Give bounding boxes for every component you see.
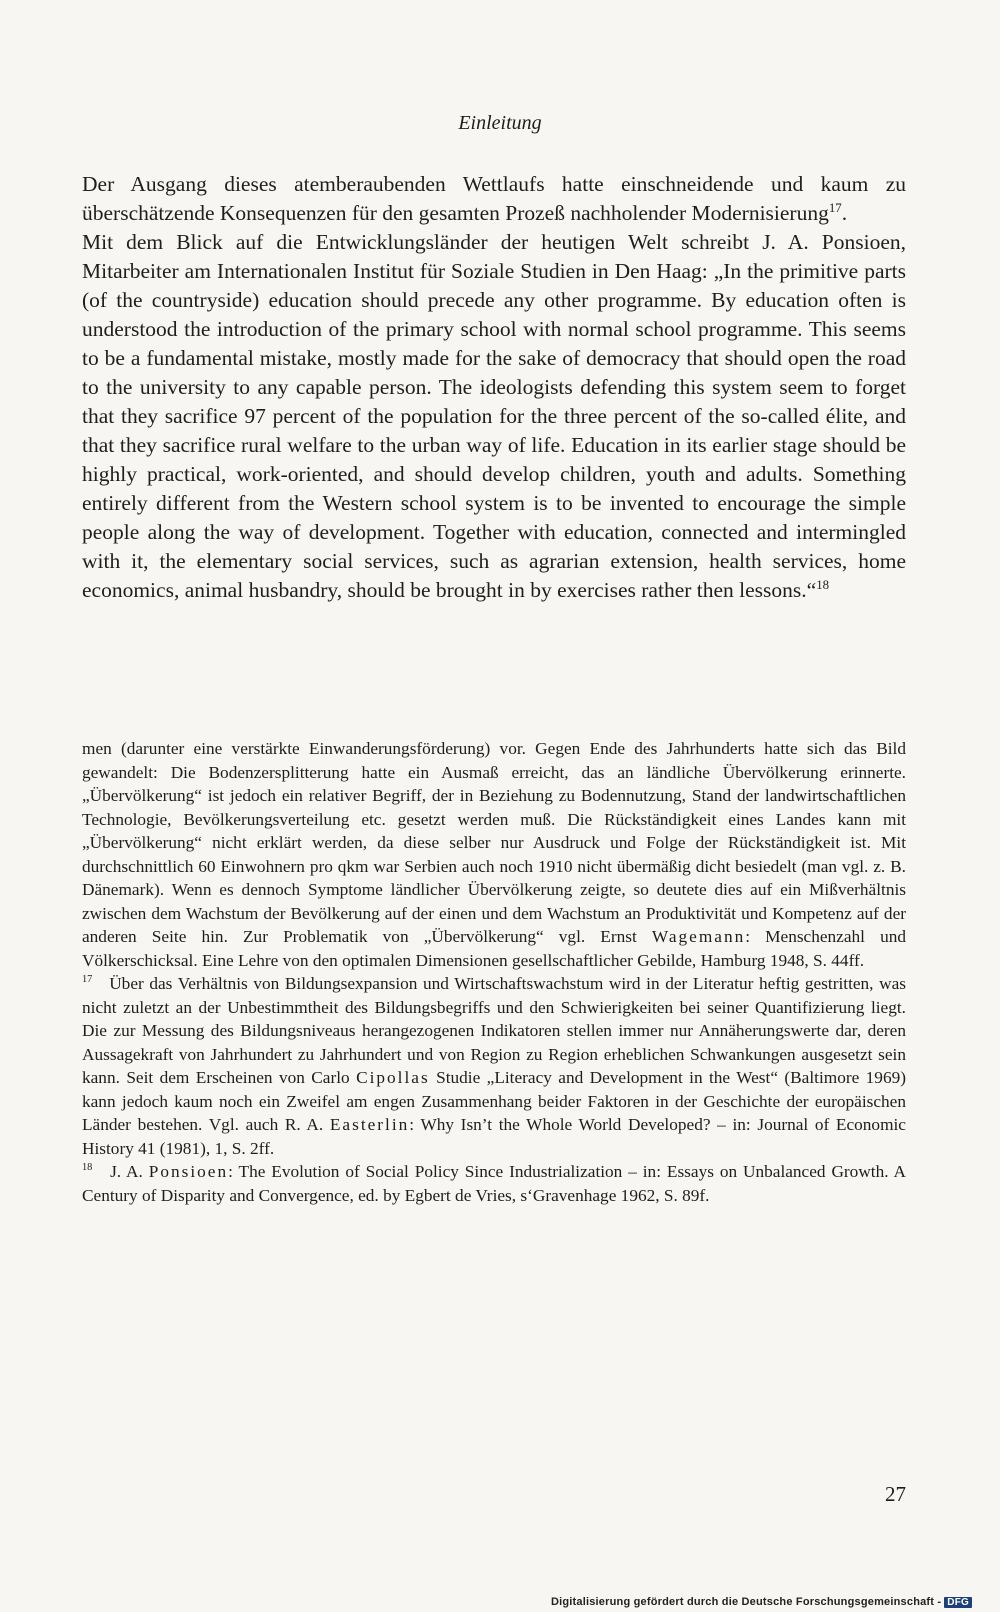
footnote-17-author-cipolla: Cipollas: [356, 1068, 430, 1087]
footnote-17-text-c: : Why Isn’t the Whole World Developed? – in: Journal of Economic History 41 (1981), 1, S. 2ff.: [82, 1115, 906, 1158]
footnote-continued-text-b: : Menschenzahl und Völkerschicksal. Eine Lehre von den optimalen Dimensionen gesellschaftlicher Gebilde, Hamburg 1948, S. 44ff.: [82, 927, 907, 970]
dfg-logo-icon: DFG: [944, 1597, 972, 1608]
footnote-18-number: 18: [82, 1162, 93, 1174]
footnotes: [82, 737, 906, 1207]
paragraph-1-end: .: [841, 201, 848, 225]
paragraph-1-text: Der Ausgang dieses atemberaubenden Wettlaufs hatte einschneidende und kaum zu überschätzende Konsequenzen für den gesamten Prozeß nachholender Modernisierung: [82, 172, 906, 225]
digitization-credit-text: Digitalisierung gefördert durch die Deutsche Forschungsgemeinschaft -: [550, 1596, 942, 1608]
footnote-ref-17[interactable]: 17: [828, 200, 842, 215]
footnote-17-author-easterlin: Easterlin: [329, 1115, 410, 1134]
footnote-17-text-b: Studie „Literacy and Development in the West“ (Baltimore 1969) kann jedoch kaum noch ein Zweifel am engen Zusammenhang beider Faktoren in der Geschichte der europäischen Länder bestehen. Vgl. auch R. A.: [82, 1068, 906, 1134]
footnote-continued: [82, 737, 906, 972]
footnote-18: [82, 1160, 906, 1207]
footnote-17-number: 17: [82, 974, 93, 986]
paragraph-1: [82, 170, 906, 228]
footnote-continued-author: Wagemann: [651, 927, 746, 946]
page-number: 27: [885, 1482, 906, 1506]
footnote-18-author-ponsioen: Ponsioen: [148, 1162, 229, 1181]
running-head: Einleitung: [458, 112, 542, 134]
footnote-17: [82, 972, 906, 1160]
footnote-18-prefix: J. A.: [110, 1162, 149, 1181]
paragraph-2-text: Mit dem Blick auf die Entwicklungsländer der heutigen Welt schreibt J. A. Ponsioen, Mitarbeiter am Internationalen Institut für Soziale Studien in Den Haag: „In the primitive parts (of the countryside) education should precede any other programme. By education often is understood the introduction of the primary school with normal school programme. This seems to be a fundamental mistake, mostly made for the sake of democracy that should open the road to the university to any capable person. The ideologists defending this system seem to forget that they sacrifice 97 percent of the population for the three percent of the so-called élite, and that they sacrifice rural welfare to the urban way of life. Education in its earlier stage should be highly practical, work-oriented, and should develop children, youth and adults. Something entirely different from the Western school system is to be invented to encourage the simple people along the way of development. Together with education, connected and intermingled with it, the elementary social services, such as agrarian extension, health services, home economics, animal husbandry, should be brought in by exercises rather then lessons.“: [82, 230, 906, 602]
paragraph-2: [82, 228, 906, 605]
footnote-continued-text-a: men (darunter eine verstärkte Einwanderungsförderung) vor. Gegen Ende des Jahrhunderts hatte sich das Bild gewandelt: Die Bodenzersplitterung hatte ein Ausmaß erreicht, das an ländliche Übervölkerung erinnerte. „Übervölkerung“ ist jedoch ein relativer Begriff, der in Beziehung zu Bodennutzung, Stand der landwirtschaftlichen Technologie, Bevölkerungsverteilung etc. gesetzt werden muß. Die Rückständigkeit eines Landes kann mit „Übervölkerung“ nicht erklärt werden, da diese selber nur Ausdruck und Folge der Rückständigkeit ist. Mit durchschnittlich 60 Einwohnern pro qkm war Serbien auch noch 1910 nicht übermäßig dicht besiedelt (man vgl. z. B. Dänemark). Wenn es dennoch Symptome ländlicher Übervölkerung zeigte, so deutete dies auf ein Mißverhältnis zwischen dem Wachstum der Bevölkerung auf der einen und dem Wachstum an Produktivität und Kompetenz auf der anderen Seite hin. Zur Problematik von „Übervölkerung“ vgl. Ernst: [82, 739, 906, 946]
footnote-ref-18[interactable]: 18: [816, 577, 830, 592]
footnote-17-text-a: Über das Verhältnis von Bildungsexpansion und Wirtschaftswachstum wird in der Literatur heftig gestritten, was nicht zuletzt an der Unbestimmtheit des Bildungsbegriffs und den Schwierigkeiten bei seiner Quantifizierung liegt. Die zur Messung des Bildungsniveaus herangezogenen Indikatoren stellen immer nur Annäherungswerte dar, deren Aussagekraft von Jahrhundert zu Jahrhundert und von Region zu Region erheblichen Schwankungen ausgesetzt sein kann. Seit dem Erscheinen von Carlo: [82, 974, 906, 1087]
main-text: [82, 170, 906, 605]
digitization-credit: [551, 1596, 972, 1608]
footnote-18-text: : The Evolution of Social Policy Since Industrialization – in: Essays on Unbalanced Growth. A Century of Disparity and Convergence, ed. by Egbert de Vries, s‘Gravenhage 1962, S. 89f.: [82, 1162, 906, 1205]
